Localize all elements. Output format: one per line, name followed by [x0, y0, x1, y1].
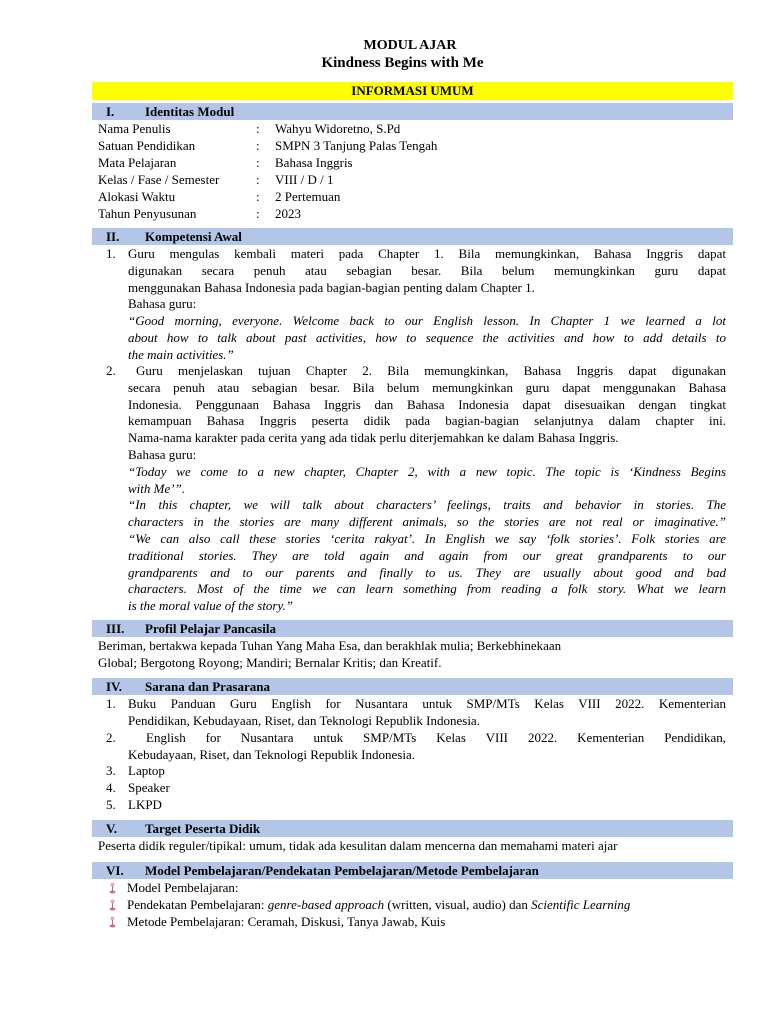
section-label: Kompetensi Awal — [145, 229, 242, 244]
text-line: secara penuh atau sebagian besar. Bila belum memungkinkan guru dapat menggunakan Bahasa — [128, 379, 726, 395]
profil-text — [98, 638, 728, 672]
list-number: 2. — [106, 730, 116, 745]
quote-line: is the moral value of the story.” — [128, 598, 294, 614]
section-label: Sarana dan Prasarana — [145, 679, 270, 694]
identity-value: 2023 — [275, 206, 301, 221]
text-line: Guru menjelaskan tujuan Chapter 2. Bila memungkinkan, Bahasa Inggris dapat digunakan — [136, 363, 726, 378]
section-label: Model Pembelajaran/Pendekatan Pembelajaran/Metode Pembelajaran — [145, 863, 539, 878]
identity-colon: : — [256, 172, 260, 187]
sarana-item-2 — [128, 730, 726, 764]
text-line: Indonesia. Penggunaan Bahasa Inggris dan Bahasa Indonesia dapat disesuaikan dengan tingkat — [128, 396, 726, 412]
model-bullet-3: Metode Pembelajaran: Ceramah, Diskusi, Tanya Jawab, Kuis — [127, 914, 446, 929]
text-line: English for Nusantara untuk SMP/MTs Kelas VIII 2022. Kementerian Pendidikan, — [146, 730, 726, 745]
identity-colon: : — [256, 138, 260, 153]
kompetensi-item-1 — [128, 246, 726, 364]
sarana-item-1 — [128, 696, 726, 730]
section-target-header — [92, 820, 733, 837]
quote-line: characters in the stories are many different animals, so the stories are not real or imaginative.” — [128, 514, 726, 530]
section-identitas-header — [92, 103, 733, 120]
quote-line: “In this chapter, we will talk about characters’ feelings, traits and behavior in stories. The — [128, 497, 726, 513]
identity-colon: : — [256, 189, 260, 204]
section-profil-header — [92, 620, 733, 637]
quote-line: “Today we come to a new chapter, Chapter 2, with a new topic. The topic is ‘Kindness Begins — [128, 463, 726, 479]
text-line: Bahasa guru: — [128, 446, 197, 462]
text-line: Global; Bergotong Royong; Mandiri; Bernalar Kritis; dan Kreatif. — [98, 654, 442, 670]
info-banner: INFORMASI UMUM — [92, 82, 733, 100]
list-number: 3. — [106, 763, 116, 778]
section-sarana-header — [92, 678, 733, 695]
identity-value: Wahyu Widoretno, S.Pd — [275, 121, 401, 136]
list-number: 4. — [106, 780, 116, 795]
identity-value: 2 Pertemuan — [275, 189, 341, 204]
text-run: (written, visual, audio) dan — [384, 897, 532, 912]
text-line: digunakan secara penuh atau sebagian besar. Bila belum memungkinkan guru dapat — [128, 262, 726, 278]
module-subtitle: Kindness Begins with Me — [321, 55, 484, 71]
quote-line: characters. Most of the time we can learn something from reading a folk story. What we learn — [128, 581, 726, 597]
identity-key: Tahun Penyusunan — [98, 206, 197, 221]
text-line: Kebudayaan, Riset, dan Teknologi Republik Indonesia. — [128, 746, 415, 762]
identity-colon: : — [256, 121, 260, 136]
list-number: 1. — [106, 246, 116, 261]
model-bullet-1: Model Pembelajaran: — [127, 880, 239, 895]
section-kompetensi-header — [92, 228, 733, 245]
quote-line: with Me’”. — [128, 480, 186, 496]
text-line: Bahasa guru: — [128, 296, 197, 312]
sarana-item-5: LKPD — [128, 797, 162, 812]
identity-key: Kelas / Fase / Semester — [98, 172, 220, 187]
identity-key: Satuan Pendidikan — [98, 138, 196, 153]
identity-key: Nama Penulis — [98, 121, 171, 136]
text-line: menggunakan Bahasa Indonesia pada bagian-bagian penting dalam Chapter 1. — [128, 279, 535, 295]
section-number: I. — [106, 104, 115, 119]
section-number: II. — [106, 229, 120, 244]
text-run: Pendekatan Pembelajaran: — [127, 897, 268, 912]
text-line: Nama-nama karakter pada cerita yang ada tidak perlu diterjemahkan ke dalam Bahasa Inggris. — [128, 430, 619, 446]
text-run-italic: Scientific Learning — [531, 897, 631, 912]
text-line: Pendidikan, Kebudayaan, Riset, dan Teknologi Republik Indonesia. — [128, 712, 480, 728]
section-label: Profil Pelajar Pancasila — [145, 621, 276, 636]
flower-bullet-icon — [109, 899, 116, 911]
list-number: 1. — [106, 696, 116, 711]
identity-colon: : — [256, 155, 260, 170]
text-line: Guru mengulas kembali materi pada Chapter 1. Bila memungkinkan, Bahasa Inggris dapat — [128, 246, 726, 261]
identity-value: SMPN 3 Tanjung Palas Tengah — [275, 138, 438, 153]
module-title: MODUL AJAR — [363, 38, 457, 53]
identity-key: Alokasi Waktu — [98, 189, 176, 204]
sarana-item-4: Speaker — [128, 780, 170, 795]
quote-line: “Good morning, everyone. Welcome back to our English lesson. In Chapter 1 we learned a lot — [128, 313, 726, 329]
quote-line: traditional stories. They are told again and again from our great grandparents to our — [128, 547, 726, 563]
text-line: Beriman, bertakwa kepada Tuhan Yang Maha Esa, dan berakhlak mulia; Berkebhinekaan — [98, 638, 562, 653]
section-number: V. — [106, 821, 117, 836]
model-bullet-2 — [127, 897, 630, 914]
identity-value: Bahasa Inggris — [275, 155, 353, 170]
section-model-header — [92, 862, 733, 879]
section-number: IV. — [106, 679, 123, 694]
identity-key: Mata Pelajaran — [98, 155, 177, 170]
list-number: 2. — [106, 363, 116, 378]
identity-value: VIII / D / 1 — [275, 172, 334, 187]
quote-line: “We can also call these stories ‘cerita rakyat’. In English we say ‘folk stories’. Folk stories are — [128, 530, 726, 546]
target-text: Peserta didik reguler/tipikal: umum, tidak ada kesulitan dalam mencerna dan memahami materi ajar — [98, 838, 618, 853]
text-run-italic: genre-based approach — [267, 897, 385, 912]
section-label: Identitas Modul — [145, 104, 235, 119]
sarana-item-3: Laptop — [128, 763, 165, 778]
section-number: III. — [106, 621, 125, 636]
kompetensi-item-2 — [128, 363, 726, 615]
section-label: Target Peserta Didik — [145, 821, 261, 836]
text-line: kemampuan Bahasa Inggris peserta didik pada bagian-bagian selanjutnya dalam chapter ini. — [128, 413, 726, 429]
text-line: Buku Panduan Guru English for Nusantara untuk SMP/MTs Kelas VIII 2022. Kementerian — [128, 696, 726, 711]
quote-line: grandparents and to our parents and finally to us. They are usually about good and bad — [128, 564, 726, 580]
list-number: 5. — [106, 797, 116, 812]
flower-bullet-icon — [109, 882, 116, 894]
quote-line: about how to talk about past activities, how to sequence the activities and how to add details to — [128, 329, 726, 345]
section-number: VI. — [106, 863, 124, 878]
quote-line: the main activities.” — [128, 346, 234, 362]
flower-bullet-icon — [109, 916, 116, 928]
identity-colon: : — [256, 206, 260, 221]
